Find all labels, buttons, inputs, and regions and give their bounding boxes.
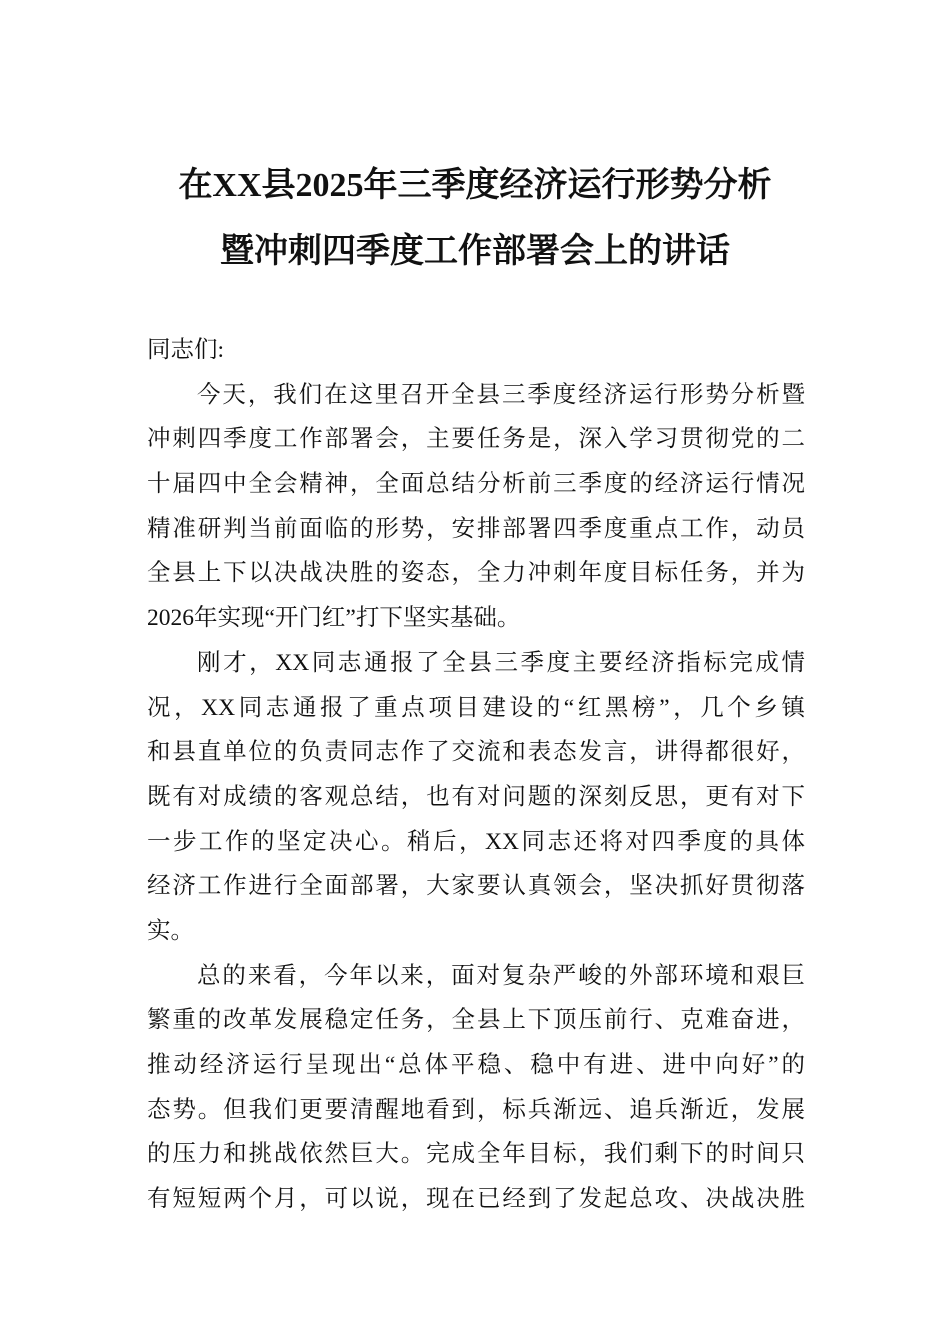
paragraph-line: 十届四中全会精神，全面总结分析前三季度的经济运行情况 xyxy=(147,471,805,498)
paragraph-line: 一步工作的坚定决心。稍后，XX同志还将对四季度的具体 xyxy=(147,828,805,855)
paragraph-line: 既有对成绩的客观总结，也有对问题的深刻反思，更有对下 xyxy=(147,783,805,810)
paragraph-line: 刚才，XX同志通报了全县三季度主要经济指标完成情 xyxy=(197,649,805,676)
paragraph-line: 精准研判当前面临的形势，安排部署四季度重点工作，动员 xyxy=(147,515,805,542)
paragraph xyxy=(147,954,805,1222)
paragraph-line: 总的来看，今年以来，面对复杂严峻的外部环境和艰巨 xyxy=(197,962,805,989)
document-title-line-1: 在XX县2025年三季度经济运行形势分析 xyxy=(178,167,772,204)
paragraph-line: 冲刺四季度工作部署会，主要任务是，深入学习贯彻党的二 xyxy=(147,426,805,453)
paragraph-line: 经济工作进行全面部署，大家要认真领会，坚决抓好贯彻落 xyxy=(147,873,805,900)
paragraph-line: 有短短两个月，可以说，现在已经到了发起总攻、决战决胜 xyxy=(147,1186,805,1213)
paragraph-line: 实。 xyxy=(147,917,194,944)
salutation: 同志们: xyxy=(147,337,225,363)
paragraph xyxy=(147,373,805,641)
paragraph-line: 的压力和挑战依然巨大。完成全年目标，我们剩下的时间只 xyxy=(147,1141,805,1168)
paragraph-line: 推动经济运行呈现出“总体平稳、稳中有进、进中向好”的 xyxy=(147,1052,805,1078)
paragraph-line: 繁重的改革发展稳定任务，全县上下顶压前行、克难奋进， xyxy=(147,1007,805,1034)
document-body xyxy=(147,328,805,1222)
paragraph xyxy=(147,641,805,954)
document-title-line-2: 暨冲刺四季度工作部署会上的讲话 xyxy=(220,233,730,270)
paragraph-line: 2026年实现“开门红”打下坚实基础。 xyxy=(147,605,521,632)
paragraph-line: 况，XX同志通报了重点项目建设的“红黑榜”，几个乡镇 xyxy=(147,694,805,721)
paragraph-line: 和县直单位的负责同志作了交流和表态发言，讲得都很好， xyxy=(147,739,805,766)
paragraph-line: 态势。但我们更要清醒地看到，标兵渐远、追兵渐近，发展 xyxy=(147,1096,805,1123)
paragraph-line: 全县上下以决战决胜的姿态，全力冲刺年度目标任务，并为 xyxy=(147,560,805,587)
paragraph-line: 今天，我们在这里召开全县三季度经济运行形势分析暨 xyxy=(197,381,805,408)
